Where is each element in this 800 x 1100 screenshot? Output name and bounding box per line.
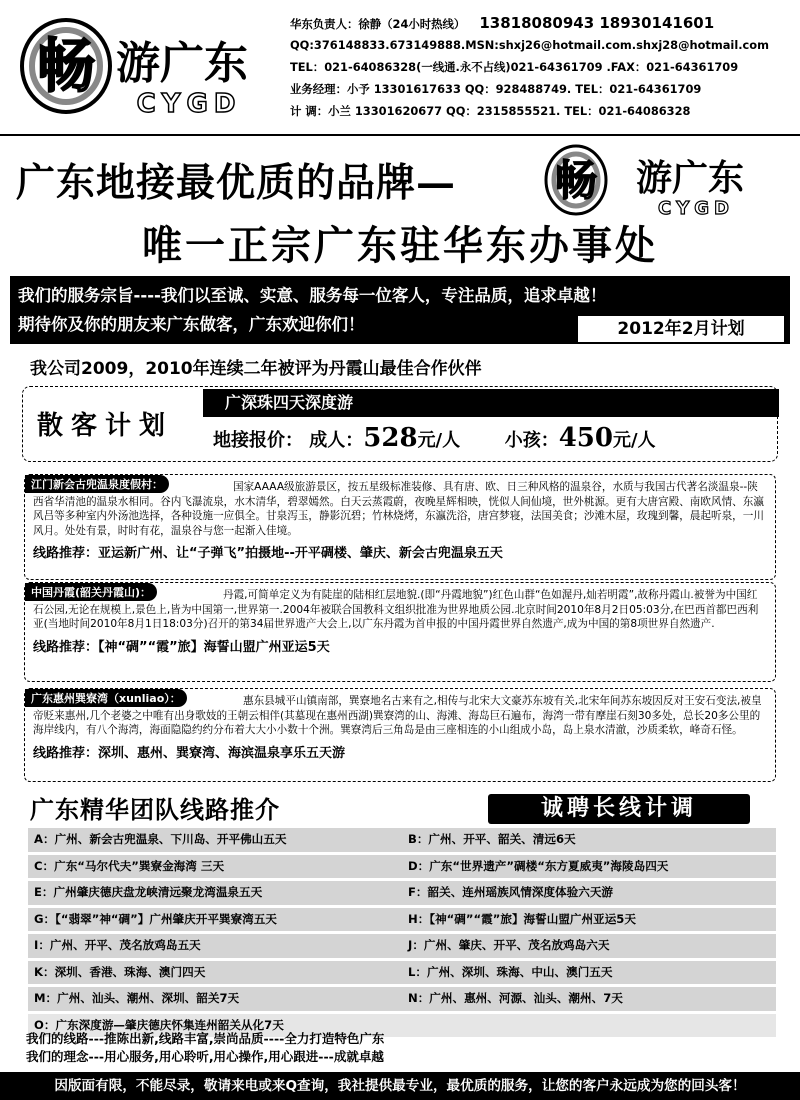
- team-routes-title: 广东精华团队线路推介: [30, 796, 280, 824]
- route-row: [28, 881, 776, 905]
- route-item-i[interactable]: I：广州、开平、茂名放鸡岛五天: [34, 938, 201, 952]
- route-row: [28, 934, 776, 958]
- hero-headline: 广东地接最优质的品牌—: [16, 160, 457, 206]
- destination-section-xunliao[interactable]: [24, 688, 776, 782]
- route-row: [28, 908, 776, 932]
- slogan-routes: 我们的线路---推陈出新,线路丰富,崇尚品质----全力打造特色广东: [26, 1031, 385, 1046]
- plan-month-tag: 2012年2月计划: [576, 314, 786, 344]
- route-item-g[interactable]: G：【“翡翠”神“碉”】广州肇庆开平巽寮湾五天: [34, 911, 277, 926]
- contact-line-planner[interactable]: 计 调：小兰 13301620677 QQ：2315855521. TEL：021-64086328: [290, 104, 691, 118]
- adult-unit: 元/人: [417, 430, 461, 451]
- package-price: [213, 423, 656, 453]
- child-unit: 元/人: [612, 430, 656, 451]
- individual-tour-package[interactable]: [22, 386, 778, 462]
- contact-line-tel[interactable]: TEL：021-64086328(一线通.永不占线)021-64361709 .FAX：021-64361709: [290, 60, 739, 74]
- svg-text:CYGD: CYGD: [136, 89, 242, 119]
- child-price: 450: [558, 423, 613, 453]
- route-item-m[interactable]: M：广州、汕头、潮州、深圳、韶关7天: [34, 991, 240, 1005]
- section-description-text: 国家AAAA级旅游景区，按五星级标准装修、具有唐、欧、日三种风格的温泉谷，水质与我国古代著名淡温泉--陕西省华清池的温泉水相同。谷内飞瀑流泉，水木清华，碧翠嫣然。白天云蒸霞蔚，夜晚星辉相映，恍似人间仙境，世外桃源。更有大唐宫殿、南欧风情、东瀛风吕等多种室内外汤池选择，各种设施一应俱全。甘泉泻玉，静影沉碧；竹林烧烤，东瀛洗浴，唐宫梦寝，法国美食；沙滩木屋，玫瑰到馨，晨起听泉，一川风月。处处有景，时时有花，温泉谷与您一起渐入佳境。: [33, 481, 764, 537]
- section-description-text: 丹霞,可简单定义为有陡崖的陆相红层地貌.(即“丹霞地貌”)红色山群“色如渥丹,灿若明霞”,故称丹霞山.被誉为中国红石公园,无论在规模上,景色上,皆为中国第一,世界第一.2004年被联合国教科文组织批准为世界地质公园.北京时间2010年8月2日05:03分,在巴西首都巴西利亚(当地时间2010年8月1日18:03分)召开的第34届世界遗产大会上,以广东丹霞为首申报的中国丹霞世界自然遗产,成为中国的第8项世界自然遗产.: [33, 589, 759, 631]
- section-description-text: 惠东县城平山镇南部，巽寮地名古来有之,相传与北宋大文豪苏东坡有关,北宋年间苏东坡因反对王安石变法,被皇帝贬来惠州,几个老婆之中唯有出身歌妓的王朝云相伴(其墓现在惠州西湖)巽寮湾的山、海滩、海岛巨石遍布，海湾一带有摩崖石刻30多处，总长20多公里的海岸线内，有八个海湾，海面隐隐约约分布着大大小小数十个洲。巽寮湾后三角岛是由三座相连的小山组成小岛，岛上泉水清澈，沙质柔软，峰奇石怪。: [33, 695, 762, 737]
- route-item-d[interactable]: D：广东“世界遗产”碉楼“东方夏威夷”海陵岛四天: [408, 858, 669, 873]
- route-item-l[interactable]: L：广州、深圳、珠海、中山、澳门五天: [408, 964, 613, 979]
- team-route-list: [28, 828, 776, 1040]
- package-label: 散客计划: [37, 411, 174, 441]
- svg-text:畅: 畅: [554, 156, 598, 205]
- route-item-h[interactable]: H：【神“碉”“霞”旅】海誓山盟广州亚运5天: [408, 911, 636, 926]
- section-route-recommendation[interactable]: 线路推荐：【神“碉”“霞”旅】海誓山盟广州亚运5天: [33, 639, 330, 655]
- route-item-e[interactable]: E：广州肇庆德庆盘龙峡清远聚龙湾温泉五天: [34, 885, 263, 899]
- route-item-f[interactable]: F：韶关、连州瑶族风情深度体验六天游: [408, 885, 614, 899]
- package-title[interactable]: 广深珠四天深度游: [203, 389, 779, 417]
- route-item-k[interactable]: K：深圳、香港、珠海、澳门四天: [34, 964, 206, 979]
- contact-info: [290, 12, 795, 122]
- hero-subheadline: 唯一正宗广东驻华东办事处: [142, 222, 658, 269]
- price-prefix: 地接报价：: [213, 430, 303, 451]
- header: [0, 0, 800, 136]
- route-item-n[interactable]: N：广州、惠州、河源、汕头、潮州、7天: [408, 991, 623, 1005]
- route-item-o[interactable]: O：广东深度游—肇庆德庆怀集连州韶关从化7天: [34, 1017, 284, 1032]
- mission-line-2: 期待你及你的朋友来广东做客，广东欢迎你们！: [18, 315, 365, 334]
- award-statement: 我公司2009，2010年连续二年被评为丹霞山最佳合作伙伴: [30, 359, 482, 379]
- svg-text:游广东: 游广东: [635, 157, 745, 199]
- route-item-c[interactable]: C：广东“马尔代夫”巽寮金海湾 三天: [34, 858, 225, 873]
- svg-text:畅: 畅: [36, 32, 96, 100]
- hotline-numbers[interactable]: 13818080943 18930141601: [479, 14, 715, 32]
- mission-line-1: 我们的服务宗旨----我们以至诚、实意、服务每一位客人，专注品质，追求卓越！: [18, 286, 607, 305]
- route-item-b[interactable]: B：广州、开平、韶关、清远6天: [408, 832, 576, 846]
- route-row: [28, 961, 776, 985]
- section-tag: 广东惠州巽寮湾（xunliao）：: [25, 689, 187, 707]
- hero-brand-logo: [540, 140, 785, 218]
- destination-section-gudou[interactable]: [24, 474, 776, 580]
- slogan-philosophy: 我们的理念---用心服务,用心聆听,用心操作,用心跟进---成就卓越: [26, 1049, 384, 1064]
- adult-price: 528: [363, 423, 418, 453]
- section-tag: 中国丹霞(韶关丹霞山)：: [25, 583, 157, 601]
- route-row: [28, 828, 776, 852]
- svg-text:CYGD: CYGD: [658, 198, 734, 218]
- child-label: 小孩：: [504, 430, 559, 451]
- route-row: [28, 987, 776, 1011]
- section-route-recommendation[interactable]: 线路推荐：深圳、惠州、巽寮湾、海滨温泉享乐五天游: [33, 745, 346, 761]
- route-item-j[interactable]: J：广州、肇庆、开平、茂名放鸡岛六天: [408, 938, 610, 952]
- destination-section-danxia[interactable]: [24, 582, 776, 682]
- slogans: [26, 1030, 384, 1066]
- contact-line-manager: [290, 12, 795, 34]
- hero-logo-graphic: [540, 140, 785, 218]
- recruitment-badge[interactable]: 诚聘长线计调: [488, 794, 750, 824]
- footer-banner: 因版面有限，不能尽录，敬请来电或来Q查询，我社提供最专业，最优质的服务，让您的客户永远成为您的回头客！: [0, 1072, 800, 1100]
- brand-logo-graphic: [14, 8, 284, 120]
- brand-logo: [14, 8, 284, 120]
- contact-line-sales[interactable]: 业务经理：小予 13301617633 QQ：928488749. TEL：021-64361709: [290, 82, 702, 96]
- section-tag: 江门新会古兜温泉度假村：: [25, 475, 169, 493]
- brand-name-text: 游广东: [116, 38, 248, 89]
- route-row: [28, 855, 776, 879]
- route-item-a[interactable]: A：广州、新会古兜温泉、下川岛、开平佛山五天: [34, 832, 287, 846]
- contact-line-qq[interactable]: QQ:376148833.673149888.MSN:shxj26@hotmail.com.shxj28@hotmail.com: [290, 38, 769, 52]
- adult-label: 成人：: [309, 430, 364, 451]
- contact-manager-label: 华东负责人：徐静（24小时热线）: [290, 17, 466, 31]
- section-route-recommendation[interactable]: 线路推荐：亚运新广州、让“子弹飞”拍摄地--开平碉楼、肇庆、新会古兜温泉五天: [33, 546, 503, 562]
